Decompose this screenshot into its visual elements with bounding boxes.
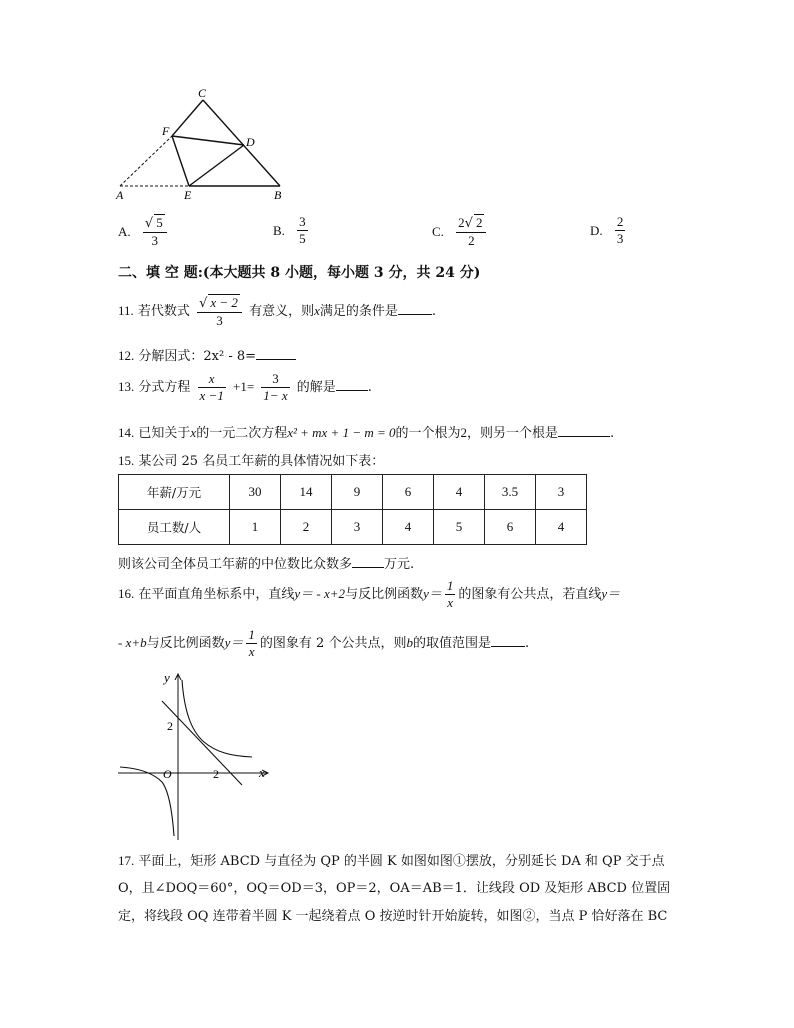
option-b-value: $\frac{3}{5}$	[299, 214, 306, 246]
option-a-value: $\frac{√ 5}{3}$	[143, 214, 167, 249]
question-15: 15. 某公司 25 名员工年薪的具体情况如下表：	[118, 453, 385, 469]
option-c-value: $\frac{2√ 2}{2}$	[456, 214, 486, 249]
option-b-label: B.	[273, 222, 285, 238]
table-cell: 1	[230, 510, 281, 545]
table-cell: 6	[485, 510, 536, 545]
question-11: 11. 若代数式 $\frac{√ x - 2}{3}$ 有意义，则x满足的条件是 .	[118, 295, 437, 328]
question-16-line-1: 16. 在平面直角坐标系中，直线y＝ - x+2与反比例函数y＝ $\frac{1}{x}$ 的图象有公共点，若直线y＝	[118, 578, 621, 610]
vertex-C: C	[198, 88, 207, 100]
x-tick-label: 2	[213, 767, 219, 781]
question-16-line-2: - x+b与反比例函数y＝ $\frac{1}{x}$ 的图象有 2 个公共点，则b的取值范围是 .	[118, 627, 530, 659]
question-12: 12. 分解因式：2x² - 8=	[118, 345, 296, 364]
line-graph	[162, 701, 242, 785]
table-cell: 3	[536, 475, 587, 510]
table-cell: 4	[536, 510, 587, 545]
table-cell: 14	[281, 475, 332, 510]
vertex-A: A	[116, 188, 124, 202]
option-c[interactable]	[432, 214, 489, 249]
option-d[interactable]	[590, 214, 628, 247]
question-17-line-1: 17. 平面上，矩形 ABCD 与直径为 QP 的半圆 K 如图如图①摆放，分别延长 DA 和 QP 交于点	[118, 853, 665, 869]
question-14: 14. 已知关于x的一元二次方程x² + mx + 1 − m = 0的一个根为2，则另一个根是 .	[118, 425, 615, 441]
question-15-followup: 则该公司全体员工年薪的中位数比众数多 万元.	[118, 557, 415, 572]
answer-blank-13[interactable]	[336, 378, 368, 391]
table-header-salary: 年薪/万元	[119, 475, 230, 510]
answer-blank-12[interactable]	[256, 347, 296, 360]
table-cell: 9	[332, 475, 383, 510]
table-cell: 6	[383, 475, 434, 510]
question-13: 13. 分式方程 $\frac{x}{x -1}$ +1= $\frac{3}{1- x}$ 的解是 .	[118, 371, 372, 403]
x-axis-label: x	[259, 765, 265, 780]
answer-blank-16[interactable]	[491, 634, 525, 647]
vertex-B: B	[274, 188, 282, 202]
salary-table	[118, 474, 587, 545]
y-axis-label: y	[164, 670, 170, 685]
table-cell: 2	[281, 510, 332, 545]
option-a[interactable]	[118, 214, 170, 249]
option-b[interactable]	[273, 214, 311, 247]
section-heading: 二、填 空 题:(本大题共 8 小题，每小题 3 分，共 24 分)	[118, 265, 481, 281]
origin-label: O	[163, 767, 172, 781]
function-graph	[112, 668, 276, 844]
table-cell: 3	[332, 510, 383, 545]
table-cell: 4	[383, 510, 434, 545]
answer-blank-11[interactable]	[398, 302, 432, 315]
table-row	[119, 510, 587, 545]
answer-blank-14[interactable]	[558, 424, 610, 437]
table-cell: 30	[230, 475, 281, 510]
table-cell: 4	[434, 475, 485, 510]
vertex-E: E	[184, 188, 192, 202]
question-17-line-2: O，且∠DOQ＝60°，OQ＝OD＝3，OP＝2，OA＝AB＝1．让线段 OD 及矩形 ABCD 位置固	[118, 881, 671, 896]
table-row	[119, 475, 587, 510]
triangle-figure	[112, 88, 292, 206]
vertex-F: F	[162, 124, 170, 138]
hyperbola-branch-positive	[182, 680, 252, 757]
y-tick-label: 2	[167, 719, 173, 733]
option-c-label: C.	[432, 223, 444, 239]
option-d-value: $\frac{2}{3}$	[616, 214, 624, 246]
answer-blank-15[interactable]	[352, 555, 384, 568]
option-a-label: A.	[118, 223, 131, 239]
table-header-employees: 员工数/人	[119, 510, 230, 545]
option-d-label: D.	[590, 222, 603, 238]
table-cell: 5	[434, 510, 485, 545]
question-17-line-3: 定，将线段 OQ 连带着半圆 K 一起绕着点 O 按逆时针开始旋转，如图②，当点 P 恰好落在 BC	[118, 909, 668, 924]
table-cell: 3.5	[485, 475, 536, 510]
vertex-D: D	[246, 135, 255, 149]
